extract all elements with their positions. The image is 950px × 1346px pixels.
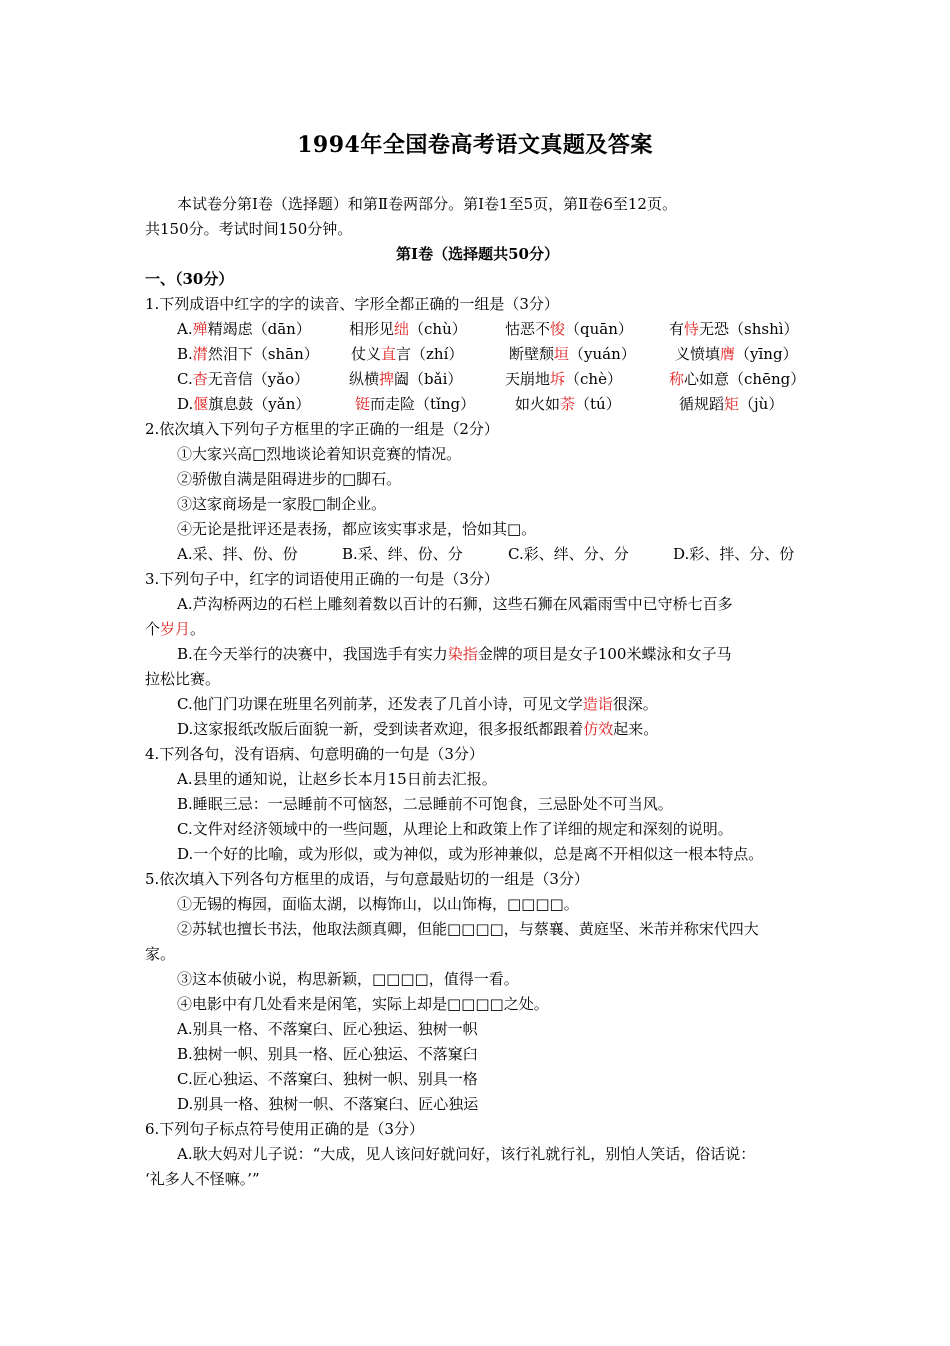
- question-3-option-b-line-1: B.在今天举行的决赛中，我国选手有实力染指金牌的项目是女子100米蝶泳和女子马: [177, 645, 732, 663]
- intro-line-2: 共150分。考试时间150分钟。: [145, 220, 353, 238]
- question-5-option-c: C.匠心独运、不落窠臼、独树一帜、别具一格: [177, 1070, 478, 1088]
- highlighted-word: 染指: [447, 645, 478, 663]
- question-6-option-a-line-2: ‘礼多人不怪嘛。’”: [145, 1170, 260, 1188]
- page-title: 1994年全国卷高考语文真题及答案: [297, 132, 653, 158]
- option-item: 仗义直言（zhí）: [351, 345, 464, 363]
- option-item: D.偃旗息鼓（yǎn）: [177, 395, 311, 413]
- question-1-row-b: [177, 342, 810, 367]
- question-3-option-c: C.他门门功课在班里名列前茅，还发表了几首小诗，可见文学造诣很深。: [177, 695, 658, 713]
- option-a: A.采、拌、份、份: [177, 545, 298, 563]
- question-4-option-a: A.县里的通知说，让赵乡长本月15日前去汇报。: [177, 770, 497, 788]
- question-5-option-d: D.别具一格、独树一帜、不落窠臼、匠心独运: [177, 1095, 479, 1113]
- question-2-options: [177, 542, 810, 567]
- intro-line-1: 本试卷分第Ⅰ卷（选择题）和第Ⅱ卷两部分。第Ⅰ卷1至5页，第Ⅱ卷6至12页。: [177, 195, 677, 213]
- question-4-option-c: C.文件对经济领域中的一些问题，从理论上和政策上作了详细的规定和深刻的说明。: [177, 820, 733, 838]
- question-5-item-2-line-1: ②苏轼也擅长书法，他取法颜真卿，但能□□□□，与蔡襄、黄庭坚、米芾并称宋代四大: [177, 920, 759, 938]
- option-item: 有恃无恐（shshì）: [669, 320, 799, 338]
- question-1-stem: 1.下列成语中红字的字的读音、字形全都正确的一组是（3分）: [145, 295, 559, 313]
- option-item: A.殚精竭虑（dān）: [177, 320, 311, 338]
- question-3-option-d: D.这家报纸改版后面貌一新，受到读者欢迎，很多报纸都跟着仿效起来。: [177, 720, 659, 738]
- question-1-row-a: [177, 317, 810, 342]
- question-5-item-3: ③这本侦破小说，构思新颖，□□□□，值得一看。: [177, 970, 519, 988]
- option-d: D.彩、拌、分、份: [673, 545, 795, 563]
- question-3-option-a-line-1: A.芦沟桥两边的石栏上雕刻着数以百计的石狮，这些石狮在风霜雨雪中已守桥七百多: [177, 595, 733, 613]
- question-4-stem: 4.下列各句，没有语病、句意明确的一句是（3分）: [145, 745, 484, 763]
- highlighted-word: 仿效: [583, 720, 614, 738]
- highlighted-word: 岁月: [160, 620, 191, 638]
- question-5-item-4: ④电影中有几处看来是闲笔，实际上却是□□□□之处。: [177, 995, 549, 1013]
- option-item: B.潸然泪下（shān）: [177, 345, 319, 363]
- question-2-stem: 2.依次填入下列句子方框里的字正确的一组是（2分）: [145, 420, 499, 438]
- question-4-option-d: D.一个好的比喻，或为形似，或为神似，或为形神兼似，总是离不开相似这一根本特点。: [177, 845, 764, 863]
- option-item: 循规蹈矩（jù）: [679, 395, 784, 413]
- volume-heading: 第Ⅰ卷（选择题共50分）: [396, 245, 559, 263]
- option-item: 天崩地坼（chè）: [505, 370, 622, 388]
- question-6-stem: 6.下列句子标点符号使用正确的是（3分）: [145, 1120, 424, 1138]
- highlighted-word: 造诣: [582, 695, 613, 713]
- question-3-option-a-line-2: 个岁月。: [145, 620, 206, 638]
- question-5-option-b: B.独树一帜、别具一格、匠心独运、不落窠臼: [177, 1045, 478, 1063]
- option-b: B.采、绊、份、分: [342, 545, 463, 563]
- section-heading: 一、（30分）: [145, 270, 234, 288]
- question-3-option-b-line-2: 拉松比赛。: [145, 670, 221, 688]
- question-1-row-c: [177, 367, 810, 392]
- option-item: 纵横捭阖（bǎi）: [349, 370, 463, 388]
- question-2-item-1: ①大家兴高□烈地谈论着知识竞赛的情况。: [177, 445, 462, 463]
- option-item: 义愤填膺（yīng）: [675, 345, 798, 363]
- option-c: C.彩、绊、分、分: [508, 545, 629, 563]
- option-item: 相形见绌（chù）: [349, 320, 467, 338]
- option-item: 断壁颓垣（yuán）: [509, 345, 636, 363]
- question-5-option-a: A.别具一格、不落窠臼、匠心独运、独树一帜: [177, 1020, 478, 1038]
- question-5-item-2-line-2: 家。: [145, 945, 176, 963]
- option-item: 称心如意（chēng）: [669, 370, 806, 388]
- question-2-item-4: ④无论是批评还是表扬，都应该实事求是，恰如其□。: [177, 520, 537, 538]
- option-item: C.杳无音信（yǎo）: [177, 370, 310, 388]
- question-6-option-a-line-1: A.耿大妈对儿子说：“大成，见人该问好就问好，该行礼就行礼，别怕人笑话，俗话说：: [177, 1145, 756, 1163]
- question-1-row-d: [177, 392, 810, 417]
- option-item: 如火如荼（tú）: [515, 395, 621, 413]
- question-4-option-b: B.睡眠三忌：一忌睡前不可恼怒，二忌睡前不可饱食，三忌卧处不可当风。: [177, 795, 673, 813]
- option-item: 怙恶不悛（quān）: [505, 320, 633, 338]
- question-2-item-2: ②骄傲自满是阻碍进步的□脚石。: [177, 470, 402, 488]
- question-5-item-1: ①无锡的梅园，面临太湖，以梅饰山，以山饰梅，□□□□。: [177, 895, 579, 913]
- option-item: 铤而走险（tǐng）: [355, 395, 476, 413]
- question-2-item-3: ③这家商场是一家股□制企业。: [177, 495, 387, 513]
- question-3-stem: 3.下列句子中，红字的词语使用正确的一句是（3分）: [145, 570, 499, 588]
- question-5-stem: 5.依次填入下列各句方框里的成语，与句意最贴切的一组是（3分）: [145, 870, 589, 888]
